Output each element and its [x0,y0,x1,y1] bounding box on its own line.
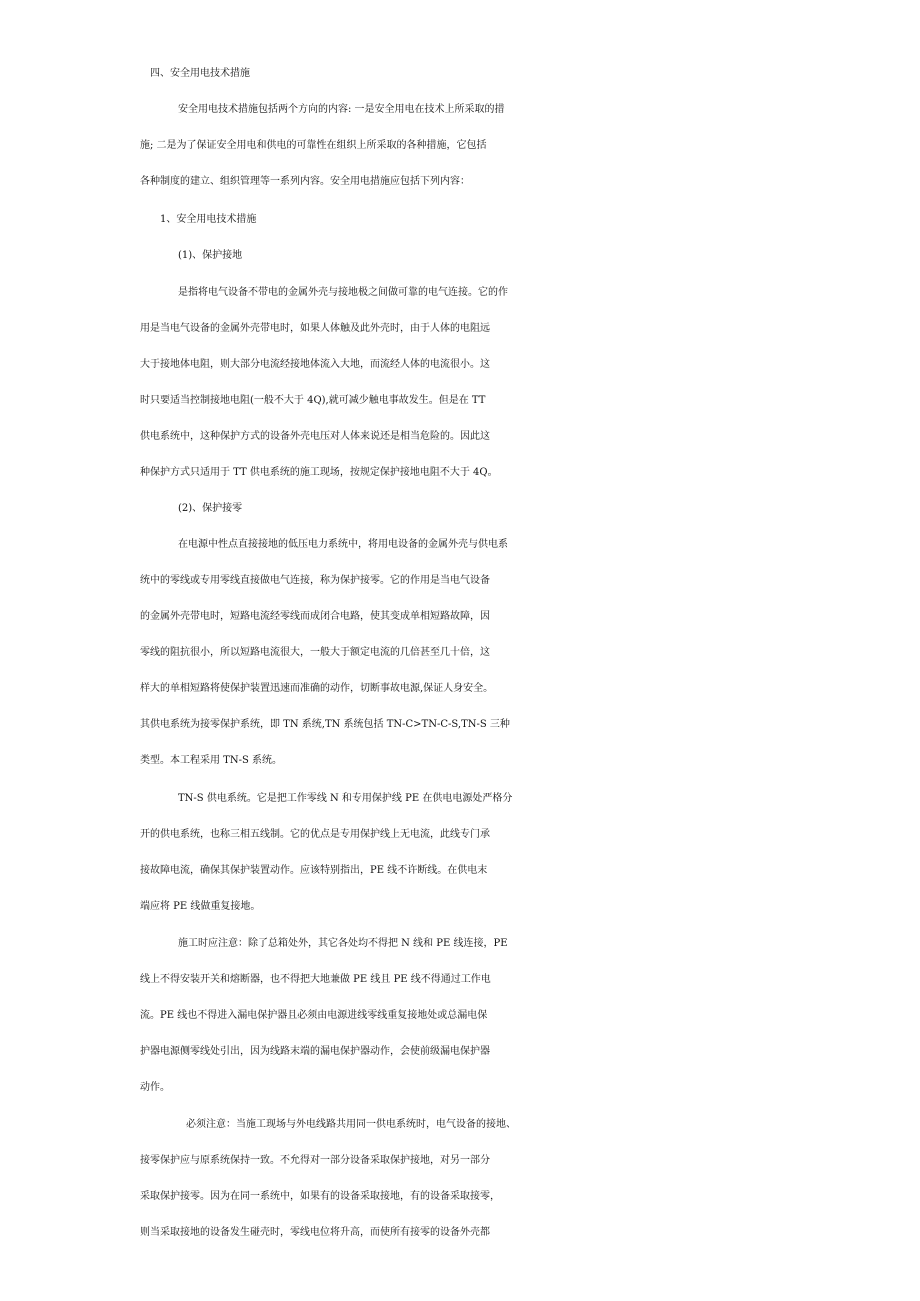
paragraph-line: TN-S 供电系统。它是把工作零线 N 和专用保护线 PE 在供电电源处严格分 [178,793,513,804]
paragraph-line: 的金属外壳带电时，短路电流经零线而成闭合电路，使其变成单相短路故障，因 [140,611,490,622]
paragraph-line: 施工时应注意：除了总箱处外，其它各处均不得把 N 线和 PE 线连接，PE [178,938,508,949]
paragraph-line: 线上不得安装开关和熔断器，也不得把大地兼做 PE 线且 PE 线不得通过工作电 [140,974,491,985]
paragraph-line: 采取保护接零。因为在同一系统中，如果有的设备采取接地，有的设备采取接零， [140,1191,500,1202]
paragraph-line: 种保护方式只适用于 TT 供电系统的施工现场，按规定保护接地电阻不大于 4Q。 [140,467,498,478]
paragraph-line: 样大的单相短路将使保护装置迅速而准确的动作，切断事故电源,保证人身安全。 [140,683,494,694]
paragraph-line: 是指将电气设备不带电的金属外壳与接地极之间做可靠的电气连接。它的作 [178,287,508,298]
paragraph-line: 类型。本工程采用 TN-S 系统。 [140,755,283,766]
paragraph-line: 端应将 PE 线做重复接地。 [140,901,261,912]
paragraph-line: 大于接地体电阻，则大部分电流经接地体流入大地，而流经人体的电流很小。这 [140,359,490,370]
paragraph-line: 时只要适当控制接地电阻(一般不大于 4Q),就可减少触电事故发生。但是在 TT [140,395,486,406]
item-heading: (1)、保护接地 [178,250,243,261]
paragraph-line: 必须注意：当施工现场与外电线路共用同一供电系统时，电气设备的接地、 [186,1119,516,1130]
paragraph-line: 护器电源侧零线处引出，因为线路末端的漏电保护器动作，会使前级漏电保护器 [140,1046,490,1057]
paragraph-line: 其供电系统为接零保护系统，即 TN 系统,TN 系统包括 TN-C>TN-C-S,TN-S 三种 [140,719,510,730]
paragraph-line: 接零保护应与原系统保持一致。不允得对一部分设备采取保护接地，对另一部分 [140,1155,490,1166]
paragraph-line: 开的供电系统，也称三相五线制。它的优点是专用保护线上无电流，此线专门承 [140,829,490,840]
paragraph-line: 用是当电气设备的金属外壳带电时，如果人体触及此外壳时，由于人体的电阻远 [140,323,490,334]
paragraph-line: 零线的阻抗很小，所以短路电流很大，一般大于额定电流的几倍甚至几十倍，这 [140,647,490,658]
item-heading: (2)、保护接零 [178,503,243,514]
section-heading: 四、安全用电技术措施 [150,68,250,79]
paragraph-line: 安全用电技术措施包括两个方向的内容: 一是安全用电在技术上所采取的措 [178,104,505,115]
subsection-heading: 1、安全用电技术措施 [160,214,257,225]
paragraph-line: 供电系统中，这种保护方式的设备外壳电压对人体来说还是相当危险的。因此这 [140,431,490,442]
paragraph-line: 施; 二是为了保证安全用电和供电的可靠性在组织上所采取的各种措施，它包括 [140,140,487,151]
paragraph-line: 接故障电流，确保其保护装置动作。应该特别指出，PE 线不许断线。在供电末 [140,865,488,876]
paragraph-line: 则当采取接地的设备发生碰壳时，零线电位将升高，而使所有接零的设备外壳都 [140,1227,490,1238]
paragraph-line: 动作。 [140,1082,170,1093]
paragraph-line: 统中的零线或专用零线直接做电气连接，称为保护接零。它的作用是当电气设备 [140,575,490,586]
paragraph-line: 在电源中性点直接接地的低压电力系统中，将用电设备的金属外壳与供电系 [178,539,508,550]
paragraph-line: 各种制度的建立、组织管理等一系列内容。安全用电措施应包括下列内容： [140,176,470,187]
paragraph-line: 流。PE 线也不得进入漏电保护器且必须由电源进线零线重复接地处或总漏电保 [140,1010,488,1021]
